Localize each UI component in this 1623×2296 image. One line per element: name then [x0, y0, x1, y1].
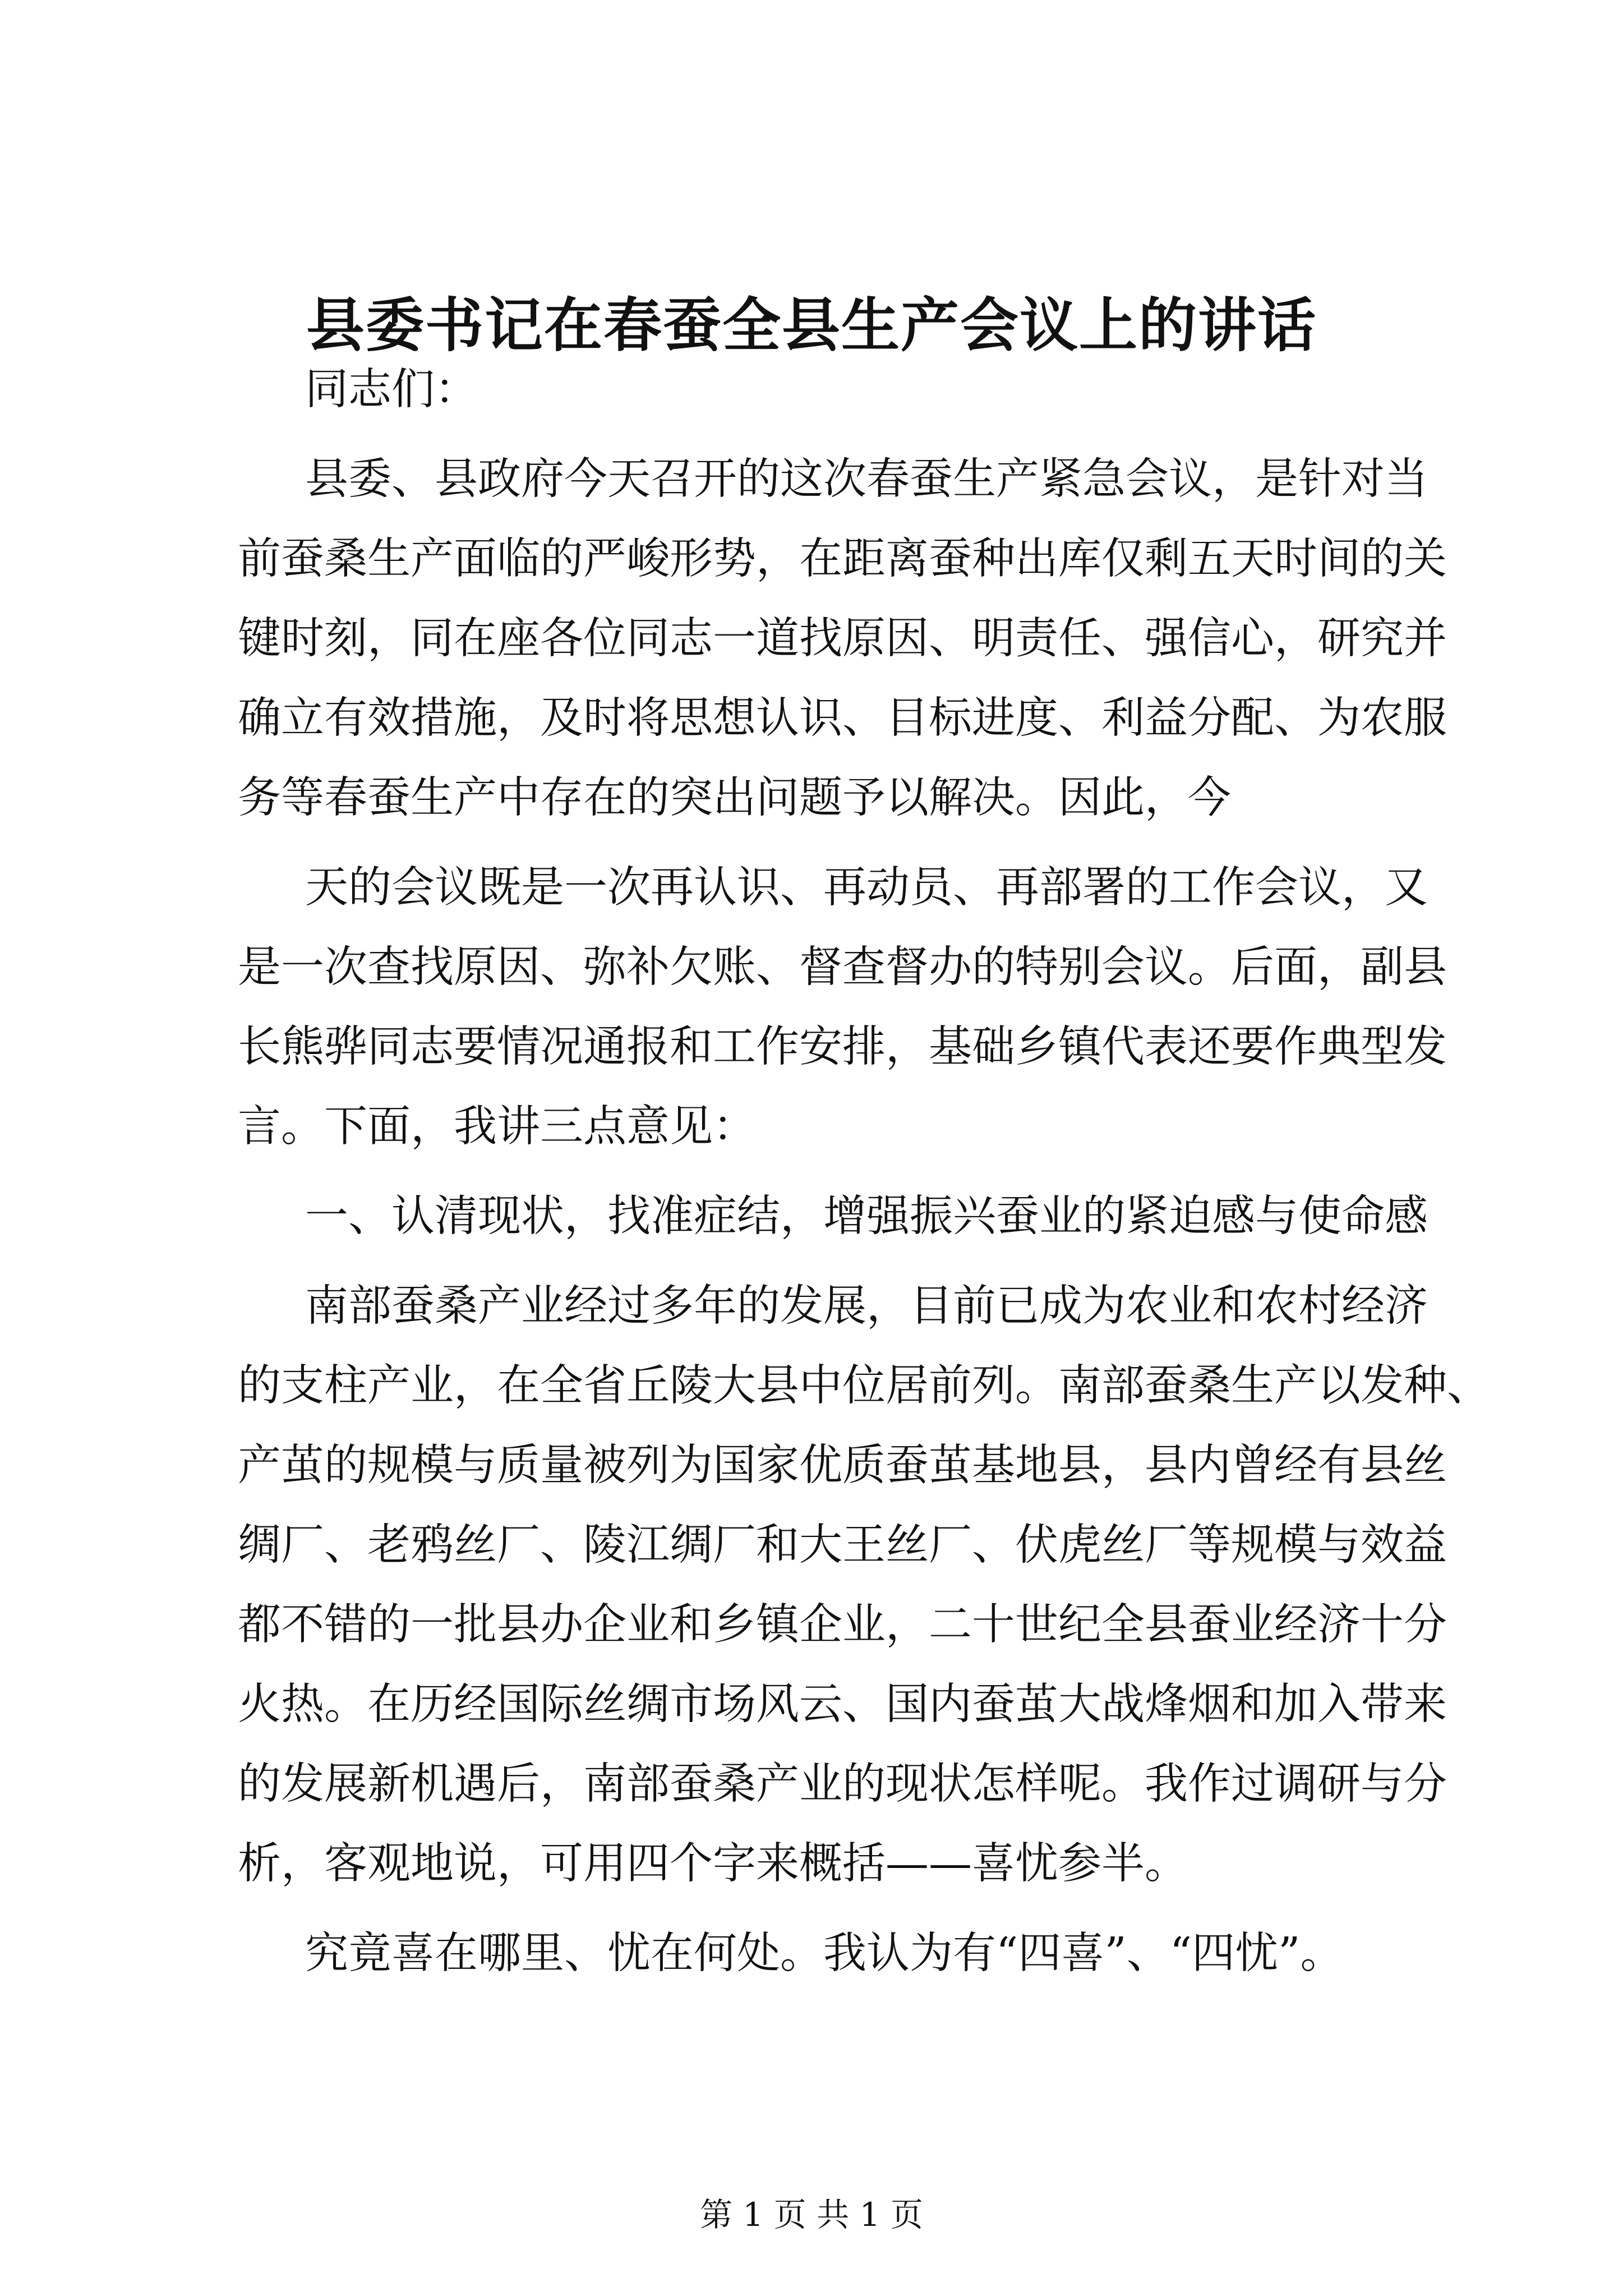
- paragraph-line: 都不错的一批县办企业和乡镇企业，二十世纪全县蚕业经济十分: [238, 1600, 1447, 1650]
- paragraph-line: 南部蚕桑产业经过多年的发展，目前已成为农业和农村经济: [305, 1281, 1428, 1331]
- paragraph-line: 火热。在历经国际丝绸市场风云、国内蚕茧大战烽烟和加入带来: [238, 1680, 1447, 1729]
- paragraph-line: 绸厂、老鸦丝厂、陵江绸厂和大王丝厂、伏虎丝厂等规模与效益: [238, 1520, 1447, 1570]
- section-heading: 一、认清现状，找准症结，增强振兴蚕业的紧迫感与使命感: [305, 1191, 1428, 1241]
- salutation: 同志们：: [305, 365, 478, 415]
- paragraph-line: 务等春蚕生产中存在的突出问题予以解决。因此，今: [238, 773, 1231, 823]
- paragraph-line: 的发展新机遇后，南部蚕桑产业的现状怎样呢。我作过调研与分: [238, 1759, 1447, 1809]
- paragraph-line: 言。下面，我讲三点意见：: [238, 1102, 756, 1152]
- paragraph-line: 是一次查找原因、弥补欠账、督查督办的特别会议。后面，副县: [238, 942, 1447, 992]
- paragraph-line: 天的会议既是一次再认识、再动员、再部署的工作会议，又: [305, 863, 1428, 913]
- paragraph-line: 前蚕桑生产面临的严峻形势，在距离蚕种出库仅剩五天时间的关: [238, 534, 1447, 584]
- document-title: 县委书记在春蚕全县生产会议上的讲话: [306, 291, 1317, 360]
- page-footer: 第 1 页 共 1 页: [700, 2196, 923, 2234]
- paragraph-line: 析，客观地说，可用四个字来概括——喜忧参半。: [238, 1839, 1188, 1889]
- paragraph-line: 产茧的规模与质量被列为国家优质蚕茧基地县，县内曾经有县丝: [238, 1441, 1447, 1490]
- paragraph-line: 的支柱产业，在全省丘陵大县中位居前列。南部蚕桑生产以发种、: [238, 1361, 1490, 1411]
- paragraph-line: 县委、县政府今天召开的这次春蚕生产紧急会议，是针对当: [305, 454, 1428, 504]
- paragraph-line: 键时刻，同在座各位同志一道找原因、明责任、强信心，研究并: [238, 614, 1447, 664]
- paragraph-line: 究竟喜在哪里、忧在何处。我认为有“四喜”、“四忧”。: [305, 1929, 1344, 1978]
- paragraph-line: 长熊骅同志要情况通报和工作安排，基础乡镇代表还要作典型发: [238, 1022, 1447, 1072]
- paragraph-line: 确立有效措施，及时将思想认识、目标进度、利益分配、为农服: [238, 693, 1447, 743]
